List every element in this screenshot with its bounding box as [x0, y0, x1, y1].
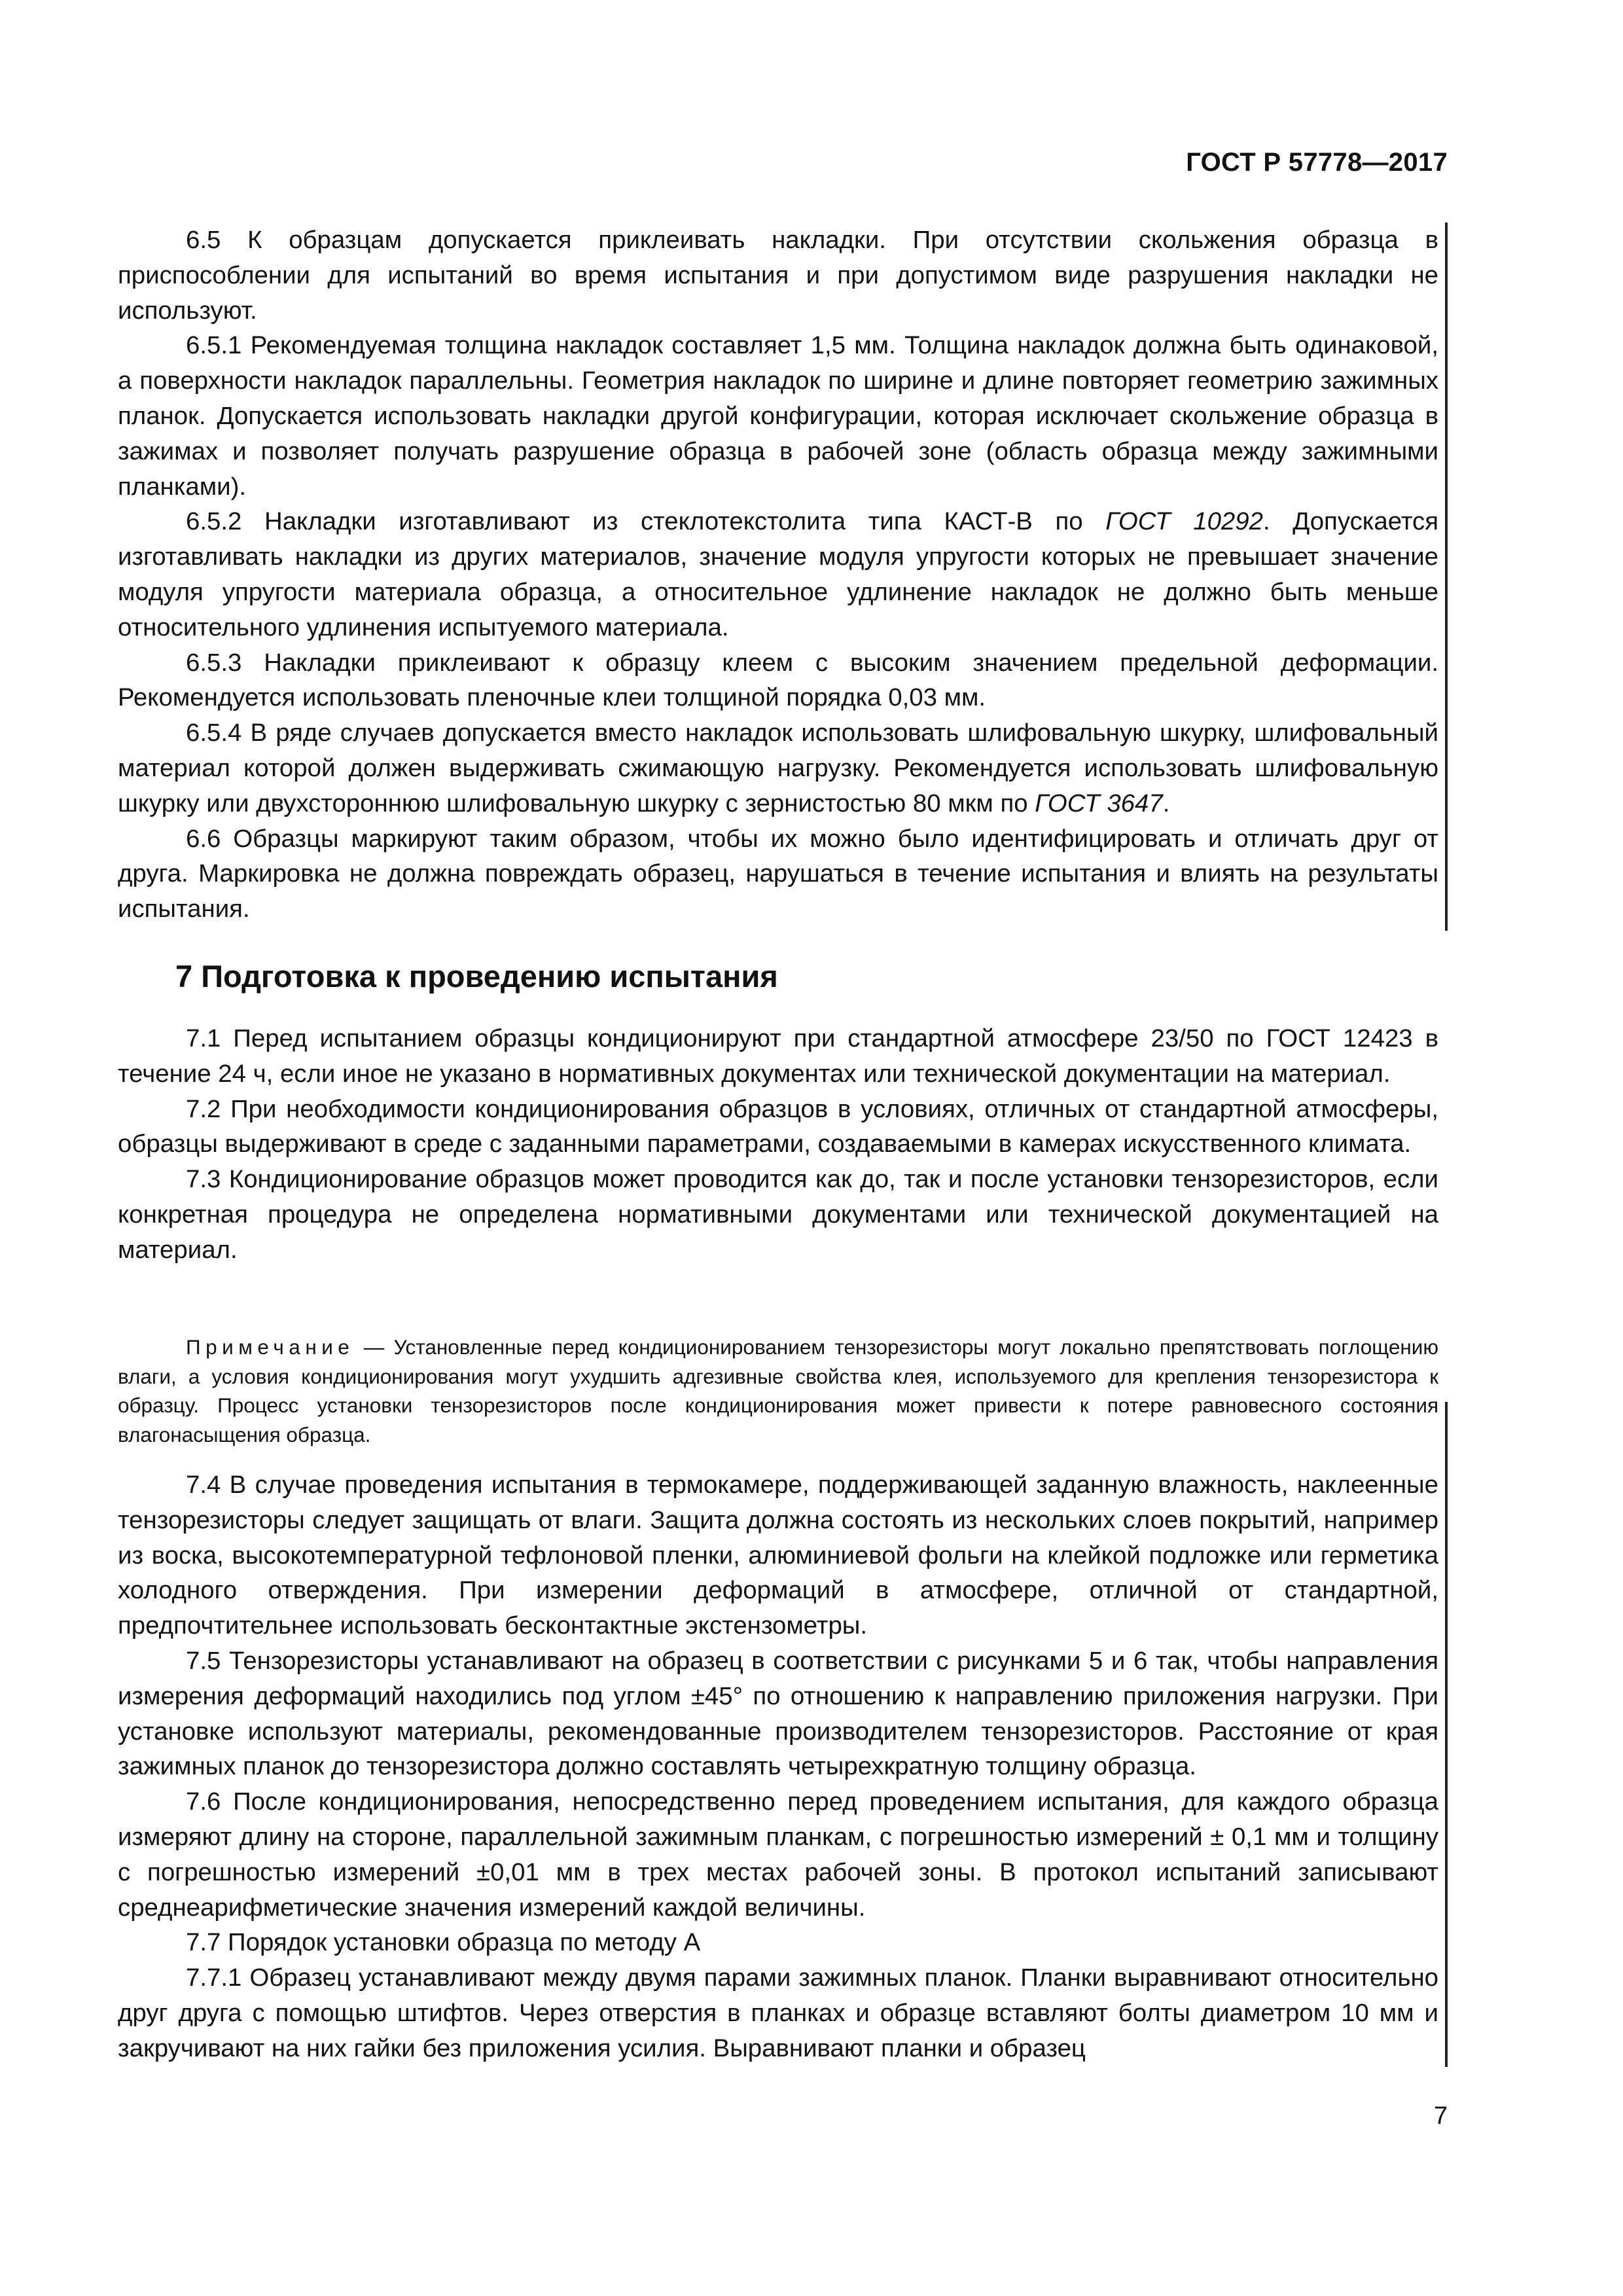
text-block-6: [118, 223, 1438, 927]
paragraph-6-5-1: 6.5.1 Рекомендуемая толщина накладок составляет 1,5 мм. Толщина накладок должна быть одинаковой, а поверхности накладок параллельны. Геометрия накладок по ширине и длине повторяет геометрию зажимных планок. Допускается использовать накладки другой конфигурации, которая исключает скольжение образца в зажимах и позволяет получать разрушение образца в рабочей зоне (область образца между зажимными планками).: [118, 331, 1438, 501]
paragraph-6-5-2-text-b: . Допускается изготавливать накладки из других материалов, значение модуля упругости которых не превышает значение модуля упругости материала образца, а относительное удлинение накладок не должно быть меньше относительного удлинения испытуемого материала.: [118, 507, 1438, 641]
paragraph-6-5-4-text-a: 6.5.4 В ряде случаев допускается вместо накладок использовать шлифовальную шкурку, шлифовальный материал которой должен выдерживать сжимающую нагрузку. Рекомендуется использовать шлифовальную шкурку или двухстороннюю шлифовальную шкурку с зернистостью 80 мкм по: [118, 719, 1438, 817]
paragraph-7-7: 7.7 Порядок установки образца по методу А: [186, 1928, 701, 1957]
change-bar-bottom: [1445, 1402, 1448, 2067]
paragraph-7-4: 7.4 В случае проведения испытания в термокамере, поддерживающей заданную влажность, наклеенные тензорезисторы следует защищать от влаги. Защита должна состоять из нескольких слоев покрытий, например из воска, высокотемпературной тефлоновой пленки, алюминиевой фольги на клейкой подложке или герметика холодного отверждения. При измерении деформаций в атмосфере, отличной от стандартной, предпочтительнее использовать бесконтактные экстензометры.: [118, 1471, 1438, 1640]
note-block: [118, 1333, 1438, 1449]
page-number: 7: [1433, 2102, 1448, 2130]
text-block-7-1-7-3: [118, 1021, 1438, 1268]
paragraph-7-3: 7.3 Кондиционирование образцов может проводится как до, так и после установки тензорезисторов, если конкретная процедура не определена нормативными документами или технической документацией на материал.: [118, 1165, 1438, 1264]
paragraph-7-1: 7.1 Перед испытанием образцы кондиционируют при стандартной атмосфере 23/50 по ГОСТ 12423 в течение 24 ч, если иное не указано в нормативных документах или технической документации на материал.: [118, 1024, 1438, 1088]
paragraph-7-7-1: 7.7.1 Образец устанавливают между двумя парами зажимных планок. Планки выравнивают относительно друг друга с помощью штифтов. Через отверстия в планках и образце вставляют болты диаметром 10 мм и закручивают на них гайки без приложения усилия. Выравнивают планки и образец: [118, 1964, 1438, 2062]
paragraph-6-5-2: [118, 504, 1438, 645]
section-7-heading: 7 Подготовка к проведению испытания: [175, 959, 778, 994]
paragraph-6-6: 6.6 Образцы маркируют таким образом, чтобы их можно было идентифицировать и отличать друг от друга. Маркировка не должна повреждать образец, нарушаться в течение испытания и влиять на результаты испытания.: [118, 824, 1438, 924]
paragraph-7-6: 7.6 После кондиционирования, непосредственно перед проведением испытания, для каждого образца измеряют длину на стороне, параллельной зажимным планкам, с погрешностью измерений ± 0,1 мм и толщину с погрешностью измерений ±0,01 мм в трех местах рабочей зоны. В протокол испытаний записывают среднеарифметические значения измерений каждой величины.: [118, 1787, 1438, 1922]
paragraph-7-5: 7.5 Тензорезисторы устанавливают на образец в соответствии с рисунками 5 и 6 так, чтобы направления измерения деформаций находились под углом ±45° по отношению к направлению приложения нагрузки. При установке используют материалы, рекомендованные производителем тензорезисторов. Расстояние от края зажимных планок до тензорезистора должно составлять четырехкратную толщину образца.: [118, 1646, 1438, 1781]
standard-designation-header: ГОСТ Р 57778—2017: [1186, 148, 1448, 177]
paragraph-6-5-4: [118, 715, 1438, 821]
gost-10292-reference: ГОСТ 10292: [1105, 507, 1263, 536]
change-bar-top: [1445, 223, 1448, 931]
note-label: Примечание: [186, 1335, 355, 1359]
paragraph-6-5: 6.5 К образцам допускается приклеивать накладки. При отсутствии скольжения образца в приспособлении для испытаний во время испытания и при допустимом виде разрушения накладки не используют.: [118, 226, 1438, 325]
paragraph-6-5-4-text-b: .: [1162, 789, 1170, 817]
gost-3647-reference: ГОСТ 3647: [1035, 789, 1163, 817]
paragraph-6-5-3: 6.5.3 Накладки приклеивают к образцу клеем с высоким значением предельной деформации. Рекомендуется использовать пленочные клеи толщиной порядка 0,03 мм.: [118, 648, 1438, 712]
paragraph-6-5-2-text-a: 6.5.2 Накладки изготавливают из стеклотекстолита типа КАСТ-В по: [186, 507, 1106, 536]
note-text: — Установленные перед кондиционированием тензорезисторы могут локально препятствовать поглощению влаги, а условия кондиционирования могут ухудшить адгезивные свойства клея, используемого для крепления тензорезистора к образцу. Процесс установки тензорезисторов после кондиционирования может привести к потере равновесного состояния влагонасыщения образца.: [118, 1335, 1438, 1446]
note-paragraph: [118, 1333, 1438, 1449]
text-block-7-4-7-7: [118, 1467, 1438, 2066]
paragraph-7-2: 7.2 При необходимости кондиционирования образцов в условиях, отличных от стандартной атмосферы, образцы выдерживают в среде с заданными параметрами, создаваемыми в камерах искусственного климата.: [118, 1094, 1438, 1158]
